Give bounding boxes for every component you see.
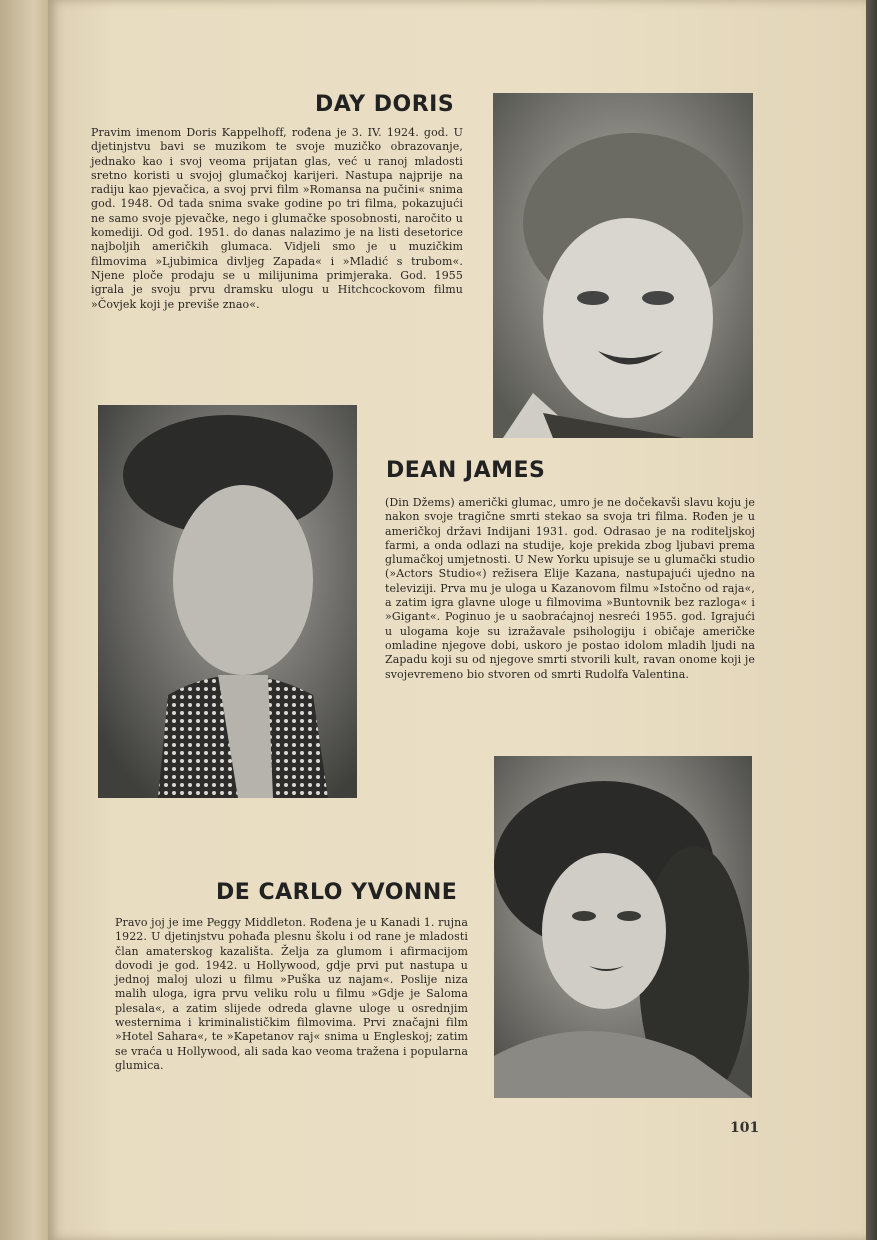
entry-heading-day-doris: DAY DORIS	[315, 92, 455, 117]
portrait-image	[494, 756, 752, 1098]
entry-text-day-doris: Pravim imenom Doris Kappelhoff, rođena je 3. IV. 1924. god. U djetinjstvu bavi se muzikom te svoje muzičko obrazovanje, jednako kao i svoj veoma prijatan glas, već u ranoj mladosti sretno koristi u svojoj glumačkoj karijeri. Nastupa najprije na radiju kao pjevačica, a svoj prvi film »Romansa na pučini« snima god. 1948. Od tada snima svake godine po tri filma, pokazujući ne samo svoje pjevačke, nego i glumačke sposobnosti, naročito u komediji. Od god. 1951. do danas nalazimo je na listi desetorice najboljih američkih glumaca. Vidjeli smo je u muzičkim filmovima »Ljubimica divljeg Zapada« i »Mladić s trubom«. Njene ploče prodaju se u milijunima primjeraka. God. 1955 igrala je svoju prvu dramsku ulogu u Hitchcockovom filmu »Čovjek koji je previše znao«.	[91, 126, 463, 311]
page-edge-shadow	[866, 0, 877, 1240]
photo-de-carlo-yvonne	[494, 756, 752, 1098]
portrait-image	[493, 93, 753, 438]
photo-day-doris	[493, 93, 753, 438]
previous-page-edge	[0, 0, 48, 1240]
photo-dean-james	[98, 405, 357, 798]
portrait-image	[98, 405, 357, 798]
entry-text-dean-james: (Din Džems) američki glumac, umro je ne dočekavši slavu koju je nakon svoje tragične smrti stekao sa svoja tri filma. Rođen je u američkoj državi Indijani 1931. god. Odrasao je na roditeljskoj farmi, a onda odlazi na studije, koje prekida zbog ljubavi prema glumačkoj umjetnosti. U New Yorku upisuje se u glumački studio (»Actors Studio«) režisera Elije Kazana, nastupajući ujedno na televiziji. Prva mu je uloga u Kazanovom filmu »Istočno od raja«, a zatim igra glavne uloge u filmovima »Buntovnik bez razloga« i »Gigant«. Poginuo je u saobraćajnoj nesreći 1955. god. Igrajući u ulogama koje su izražavale psihologiju i običaje američke omladine njegove dobi, uskoro je postao idolom mladih ljudi na Zapadu koji su od njegove smrti stvorili kult, ravan onome koji je svojevremeno bio stvoren od smrti Rudolfa Valentina.	[385, 496, 755, 681]
page-number: 101	[730, 1120, 760, 1136]
entry-heading-dean-james: DEAN JAMES	[386, 458, 546, 483]
entry-heading-de-carlo-yvonne: DE CARLO YVONNE	[216, 880, 458, 905]
entry-text-de-carlo-yvonne: Pravo joj je ime Peggy Middleton. Rođena je u Kanadi 1. rujna 1922. U djetinjstvu pohađa plesnu školu i od rane je mladosti član amaterskog kazališta. Želja za glumom i afirmacijom dovodi je god. 1942. u Hollywood, gdje prvi put nastupa u jednoj maloj ulozi u filmu »Puška uz najam«. Poslije niza malih uloga, igra prvu veliku rolu u filmu »Gdje je Saloma plesala«, a zatim slijede odreda glavne uloge u osrednjim westernima i kriminalističkim filmovima. Prvi značajni film »Hotel Sahara«, te »Kapetanov raj« snima u Engleskoj; zatim se vraća u Hollywood, ali sada kao veoma tražena i popularna glumica.	[115, 916, 468, 1072]
